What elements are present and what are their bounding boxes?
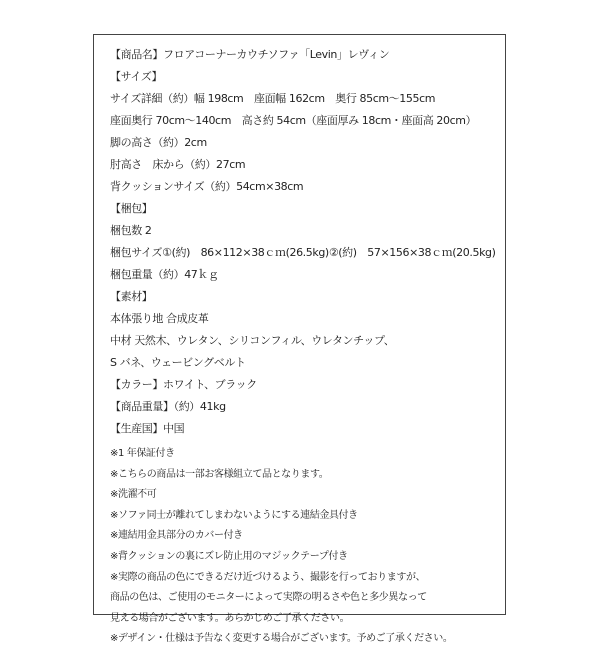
size-heading: 【サイズ】	[110, 70, 163, 83]
arm-height-line: 肘高さ 床から（約）27cm	[110, 158, 246, 171]
note-color-disclaimer-cont-2: 見える場合がございます。あらかじめご了承ください。	[110, 612, 350, 624]
material-heading: 【素材】	[110, 290, 153, 303]
product-name-line: 【商品名】フロアコーナーカウチソファ「Levin」レヴィン	[110, 48, 390, 61]
upholstery-line: 本体張り地 合成皮革	[110, 312, 209, 325]
leg-height-line: 脚の高さ（約）2cm	[110, 136, 207, 149]
note-no-wash: ※洗濯不可	[110, 489, 157, 501]
product-spec-box	[93, 34, 506, 645]
packaging-heading: 【梱包】	[110, 202, 153, 215]
filling-line: 中材 天然木、ウレタン、シリコンフィル、ウレタンチップ、	[110, 334, 395, 347]
color-line: 【カラー】ホワイト、ブラック	[110, 378, 257, 391]
note-warranty: ※1 年保証付き	[110, 448, 175, 459]
note-connector: ※ソファ同士が離れてしまわないようにする連結金具付き	[110, 509, 358, 521]
package-size-line: 梱包サイズ①(約) 86×112×38ｃｍ(26.5kg)②(約) 57×156×38ｃｍ(20.5kg)	[110, 246, 496, 259]
note-design-change: ※デザイン・仕様は予告なく変更する場合がございます。予めご了承ください。	[110, 633, 453, 645]
notes-section	[110, 444, 499, 650]
package-weight-line: 梱包重量（約）47ｋｇ	[110, 268, 219, 281]
seat-depth-line: 座面奥行 70cm～140cm 高さ約 54cm（座面厚み 18cm・座面高 20cm）	[110, 114, 477, 127]
note-velcro: ※背クッションの裏にズレ防止用のマジックテープ付き	[110, 550, 348, 562]
product-weight-line: 【商品重量】（約）41kg	[110, 400, 226, 413]
note-color-disclaimer-cont-1: 商品の色は、ご使用のモニターによって実際の明るさや色と多少異なって	[110, 592, 427, 604]
spec-lines	[110, 44, 499, 650]
note-connector-cover: ※連結用金具部分のカバー付き	[110, 530, 243, 542]
package-count-line: 梱包数 2	[110, 224, 152, 237]
note-assembly: ※こちらの商品は一部お客様組立て品となります。	[110, 468, 329, 480]
size-detail-line: サイズ詳細（約）幅 198cm 座面幅 162cm 奥行 85cm～155cm	[110, 92, 436, 105]
country-of-origin-line: 【生産国】中国	[110, 422, 185, 435]
back-cushion-size-line: 背クッションサイズ（約）54cm×38cm	[110, 180, 304, 193]
filling-line-continued: S バネ、ウェービングベルト	[110, 356, 246, 369]
note-color-disclaimer: ※実際の商品の色にできるだけ近づけるよう、撮影を行っておりますが、	[110, 571, 426, 583]
